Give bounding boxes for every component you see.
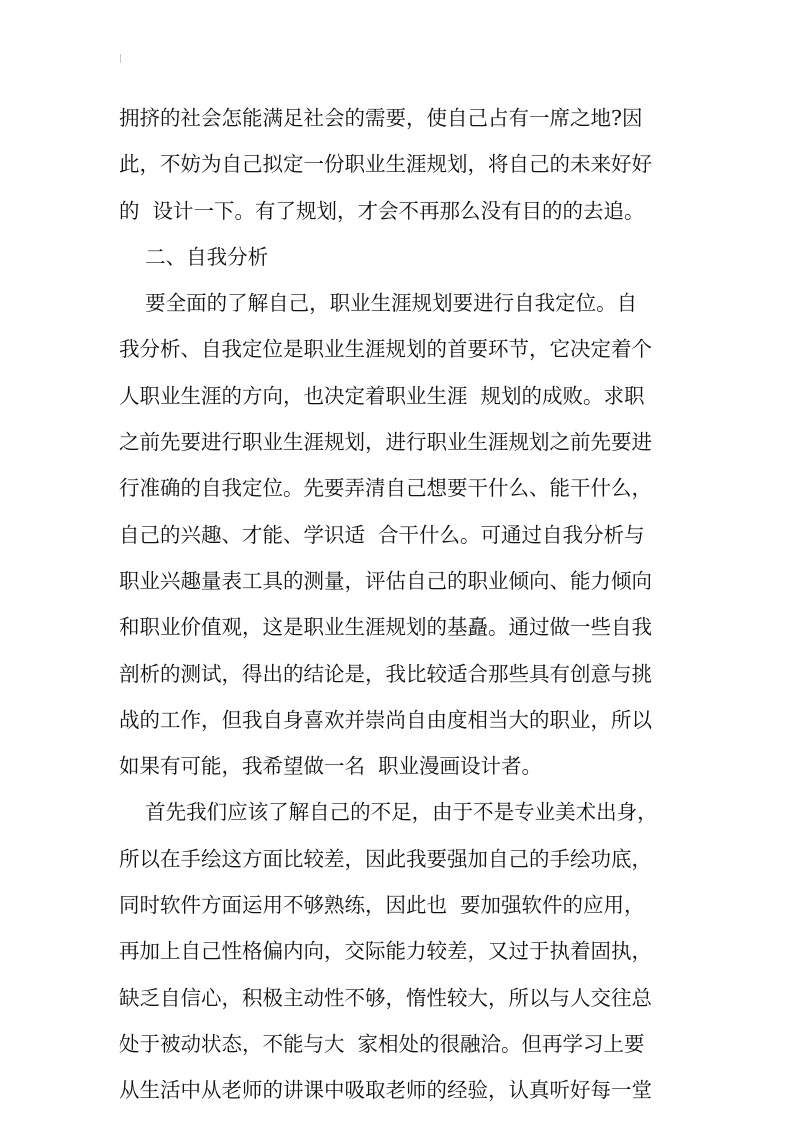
text-line: 所以在手绘这方面比较差，因此我要强加自己的手绘功底， <box>119 846 652 871</box>
document-body <box>119 95 679 1114</box>
text-line: 剖析的测试，得出的结论是，我比较适合那些具有创意与挑 <box>119 661 652 686</box>
crop-mark-top-left <box>120 54 121 63</box>
text-line: 再加上自己性格偏内向，交际能力较差，又过于执着固执， <box>119 939 652 964</box>
text-line: 要全面的了解自己，职业生涯规划要进行自我定位。自 <box>119 291 638 316</box>
text-line: 职业兴趣量表工具的测量，评估自己的职业倾向、能力倾向 <box>119 568 652 593</box>
section-heading <box>119 234 679 280</box>
text-line: 首先我们应该了解自己的不足，由于不是专业美术出身， <box>119 800 658 825</box>
paragraph <box>119 789 679 1113</box>
paragraph <box>119 95 679 234</box>
text-line: 从生活中从老师的讲课中吸取老师的经验，认真听好每一堂 <box>119 1078 652 1103</box>
text-line: 之前先要进行职业生涯规划，进行职业生涯规划之前先要进 <box>119 430 652 455</box>
text-line: 此，不妨为自己拟定一份职业生涯规划，将自己的未来好好 <box>119 152 652 177</box>
text-line: 自己的兴趣、才能、学识适 合干什么。可通过自我分析与 <box>119 522 645 547</box>
paragraph <box>119 280 679 789</box>
text-line: 同时软件方面运用不够熟练，因此也 要加强软件的应用， <box>119 893 645 918</box>
text-line: 人职业生涯的方向，也决定着职业生涯 规划的成败。求职 <box>119 383 645 408</box>
text-line: 战的工作，但我自身喜欢并崇尚自由度相当大的职业，所以 <box>119 707 652 732</box>
text-line: 如果有可能，我希望做一名 职业漫画设计者。 <box>119 754 543 779</box>
text-line: 处于被动状态，不能与大 家相处的很融洽。但再学习上要 <box>119 1031 645 1056</box>
text-line: 和职业价值观，这是职业生涯规划的基矗。通过做一些自我 <box>119 615 652 640</box>
text-line: 我分析、自我定位是职业生涯规划的首要环节，它决定着个 <box>119 337 652 362</box>
text-line: 的 设计一下。有了规划，才会不再那么没有目的的去追。 <box>119 198 645 223</box>
text-line: 行准确的自我定位。先要弄清自己想要干什么、能干什么， <box>119 476 652 501</box>
heading-text: 二、自我分析 <box>119 244 269 269</box>
text-line: 缺乏自信心，积极主动性不够，惰性较大，所以与人交往总 <box>119 985 652 1010</box>
text-line: 拥挤的社会怎能满足社会的需要，使自己占有一席之地?因 <box>119 106 643 130</box>
